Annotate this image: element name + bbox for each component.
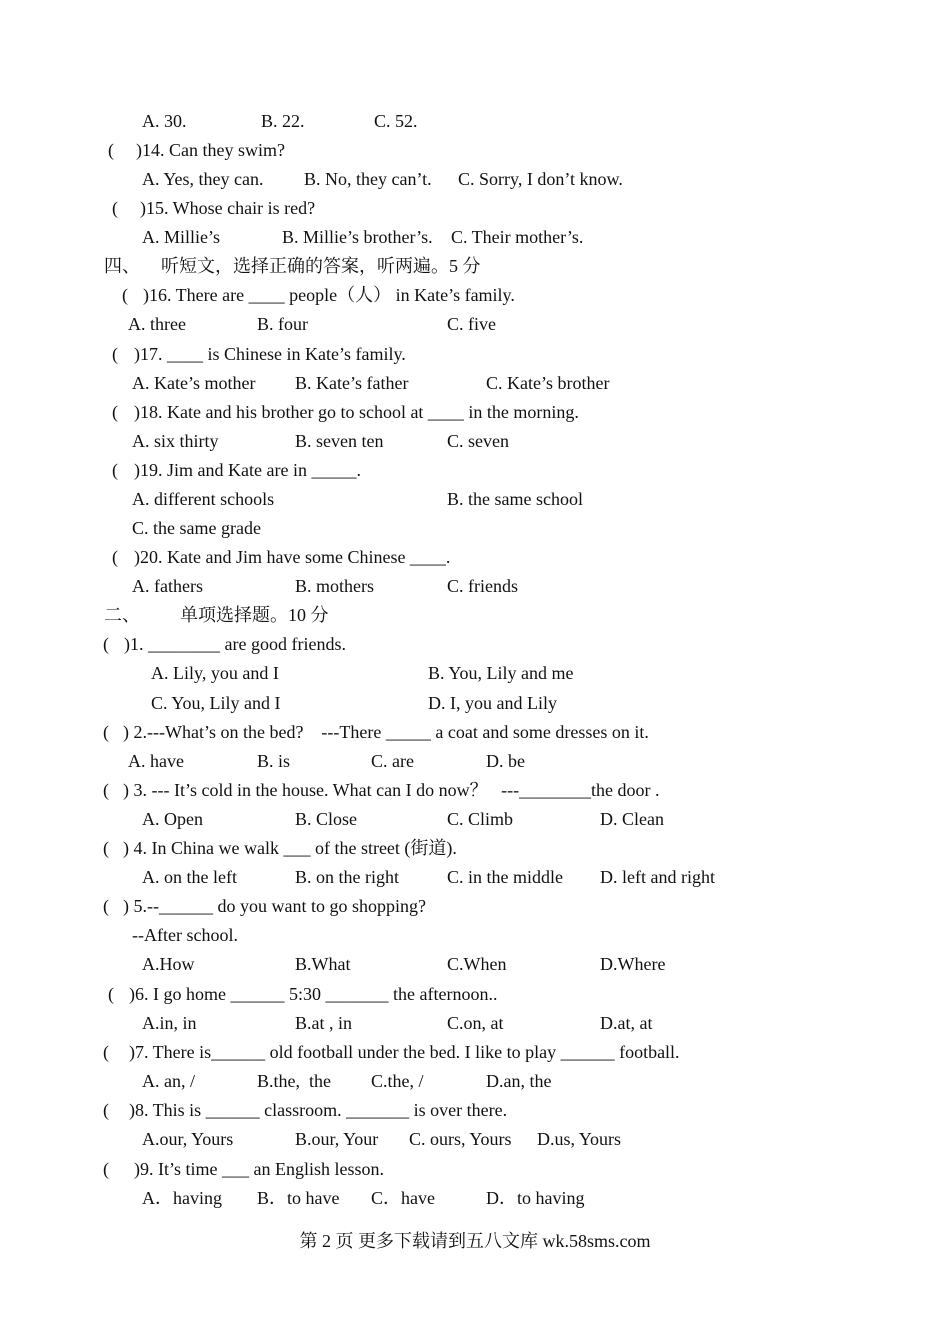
text-line (0, 1155, 950, 1184)
text-line (0, 950, 950, 979)
text-line (0, 223, 950, 252)
line-text: C. are (371, 751, 414, 771)
line-text: ) 5.--______ do you want to go shopping? (123, 896, 426, 916)
text-line (0, 776, 950, 805)
line-text: C. Their mother’s. (451, 227, 584, 247)
text-line (0, 1067, 950, 1096)
line-text: D. be (486, 751, 525, 771)
line-text: A. six thirty (132, 431, 219, 451)
text-line (0, 456, 950, 485)
text-line (0, 340, 950, 369)
text-line (0, 980, 950, 1009)
line-text: )14. Can they swim? (136, 140, 285, 160)
text-line (0, 1096, 950, 1125)
text-line (0, 485, 950, 514)
text-line (0, 805, 950, 834)
line-text: A. Millie’s (142, 227, 221, 247)
line-text: B. 22. (261, 111, 305, 131)
line-text: A. have (128, 751, 184, 771)
answer-bracket: ( (112, 460, 118, 480)
answer-bracket: ( (103, 838, 109, 858)
text-line (0, 1184, 950, 1213)
text-line (0, 630, 950, 659)
line-text: C.the, / (371, 1071, 424, 1091)
line-text: )19. Jim and Kate are in _____. (134, 460, 361, 480)
answer-bracket: ( (108, 140, 114, 160)
line-text: C. 52. (374, 111, 418, 131)
text-line (0, 747, 950, 776)
answer-bracket: ( (122, 285, 128, 305)
text-line (0, 369, 950, 398)
line-text: A.How (142, 954, 195, 974)
line-text: B.at , in (295, 1013, 352, 1033)
line-text: )18. Kate and his brother go to school at ____ in the morning. (134, 402, 579, 422)
line-text: D.Where (600, 954, 666, 974)
line-text: A. different schools (132, 489, 275, 509)
line-text: B. mothers (295, 576, 374, 596)
line-text: A. an, / (142, 1071, 195, 1091)
line-text: D. left and right (600, 867, 715, 887)
line-text: --After school. (132, 925, 238, 945)
text-line (0, 1038, 950, 1067)
line-text: )1. ________ are good friends. (124, 634, 346, 654)
text-line (0, 543, 950, 572)
line-text: 四、 (104, 256, 140, 276)
line-text: A. 30. (142, 111, 187, 131)
text-line (0, 398, 950, 427)
text-line (0, 659, 950, 688)
text-line (0, 1009, 950, 1038)
line-text: B.the, the (257, 1071, 331, 1091)
text-line (0, 601, 950, 630)
line-text: B. is (257, 751, 291, 771)
line-text: B. You, Lily and me (428, 663, 574, 683)
line-text: C. You, Lily and I (151, 693, 281, 713)
text-line (0, 107, 950, 136)
line-text: A.in, in (142, 1013, 197, 1033)
text-line (0, 572, 950, 601)
line-text: )8. This is ______ classroom. _______ is over there. (129, 1100, 508, 1120)
answer-bracket: ( (103, 1042, 109, 1062)
text-line (0, 136, 950, 165)
line-text: B. seven ten (295, 431, 384, 451)
line-text: A. three (128, 314, 186, 334)
line-text: ) 4. In China we walk ___ of the street (街道). (123, 838, 457, 858)
line-text: C. Sorry, I don’t know. (458, 169, 623, 189)
line-text: ) 3. --- It’s cold in the house. What can I do now？ ---________the door . (123, 780, 660, 800)
line-text: )6. I go home ______ 5:30 _______ the afternoon.. (129, 984, 498, 1004)
answer-bracket: ( (112, 402, 118, 422)
line-text: B.What (295, 954, 351, 974)
answer-bracket: ( (103, 1159, 109, 1179)
answer-bracket: ( (108, 984, 114, 1004)
answer-bracket: ( (112, 344, 118, 364)
line-text: C. five (447, 314, 496, 334)
page-footer: 第 2 页 更多下载请到五八文库 wk.58sms.com (299, 1231, 651, 1251)
line-text: A. Yes, they can. (142, 169, 264, 189)
line-text: B. the same school (447, 489, 583, 509)
line-text: 二、 (104, 605, 140, 625)
line-text: A. Open (142, 809, 203, 829)
line-text: 单项选择题。10 分 (180, 605, 329, 625)
answer-bracket: ( (112, 547, 118, 567)
line-text: B. Kate’s father (295, 373, 409, 393)
line-text: A. on the left (142, 867, 237, 887)
text-line (0, 892, 950, 921)
answer-bracket: ( (103, 722, 109, 742)
line-text: )20. Kate and Jim have some Chinese ____. (134, 547, 451, 567)
line-text: B. Close (295, 809, 358, 829)
line-text: B. on the right (295, 867, 399, 887)
text-line (0, 514, 950, 543)
line-text: B．to have (257, 1188, 340, 1208)
text-line (0, 689, 950, 718)
line-text: )9. It’s time ___ an English lesson. (134, 1159, 384, 1179)
text-line (0, 1125, 950, 1154)
line-text: )17. ____ is Chinese in Kate’s family. (134, 344, 406, 364)
text-line (0, 834, 950, 863)
line-text: A.our, Yours (142, 1129, 234, 1149)
line-text: C. seven (447, 431, 509, 451)
line-text: ) 2.---What’s on the bed? ---There _____ a coat and some dresses on it. (123, 722, 649, 742)
line-text: C.on, at (447, 1013, 504, 1033)
line-text: C. ours, Yours (409, 1129, 512, 1149)
line-text: B.our, Your (295, 1129, 379, 1149)
answer-bracket: ( (103, 780, 109, 800)
text-line (0, 310, 950, 339)
text-line (0, 427, 950, 456)
answer-bracket: ( (103, 634, 109, 654)
line-text: C. friends (447, 576, 518, 596)
line-text: D.an, the (486, 1071, 552, 1091)
line-text: C．have (371, 1188, 435, 1208)
answer-bracket: ( (103, 1100, 109, 1120)
line-text: D. Clean (600, 809, 664, 829)
line-text: )16. There are ____ people（人） in Kate’s family. (143, 285, 515, 305)
line-text: C. Climb (447, 809, 514, 829)
line-text: A. Lily, you and I (151, 663, 279, 683)
line-text: A. fathers (132, 576, 203, 596)
line-text: C.When (447, 954, 507, 974)
text-line (0, 252, 950, 281)
line-text: D. I, you and Lily (428, 693, 557, 713)
line-text: B. Millie’s brother’s. (282, 227, 433, 247)
line-text: C. the same grade (132, 518, 261, 538)
line-text: 听短文，选择正确的答案，听两遍。5 分 (161, 256, 481, 276)
line-text: B. No, they can’t. (304, 169, 432, 189)
line-text: D.at, at (600, 1013, 653, 1033)
line-text: D.us, Yours (537, 1129, 622, 1149)
answer-bracket: ( (103, 896, 109, 916)
line-text: C. Kate’s brother (486, 373, 610, 393)
line-text: A．having (142, 1188, 222, 1208)
text-line (0, 718, 950, 747)
text-line (0, 863, 950, 892)
line-text: )15. Whose chair is red? (140, 198, 316, 218)
line-text: B. four (257, 314, 308, 334)
line-text: )7. There is______ old football under the bed. I like to play ______ football. (129, 1042, 680, 1062)
text-line (0, 921, 950, 950)
line-text: D．to having (486, 1188, 585, 1208)
text-line (0, 165, 950, 194)
line-text: C. in the middle (447, 867, 563, 887)
answer-bracket: ( (112, 198, 118, 218)
line-text: A. Kate’s mother (132, 373, 256, 393)
text-line (0, 194, 950, 223)
text-line (0, 281, 950, 310)
